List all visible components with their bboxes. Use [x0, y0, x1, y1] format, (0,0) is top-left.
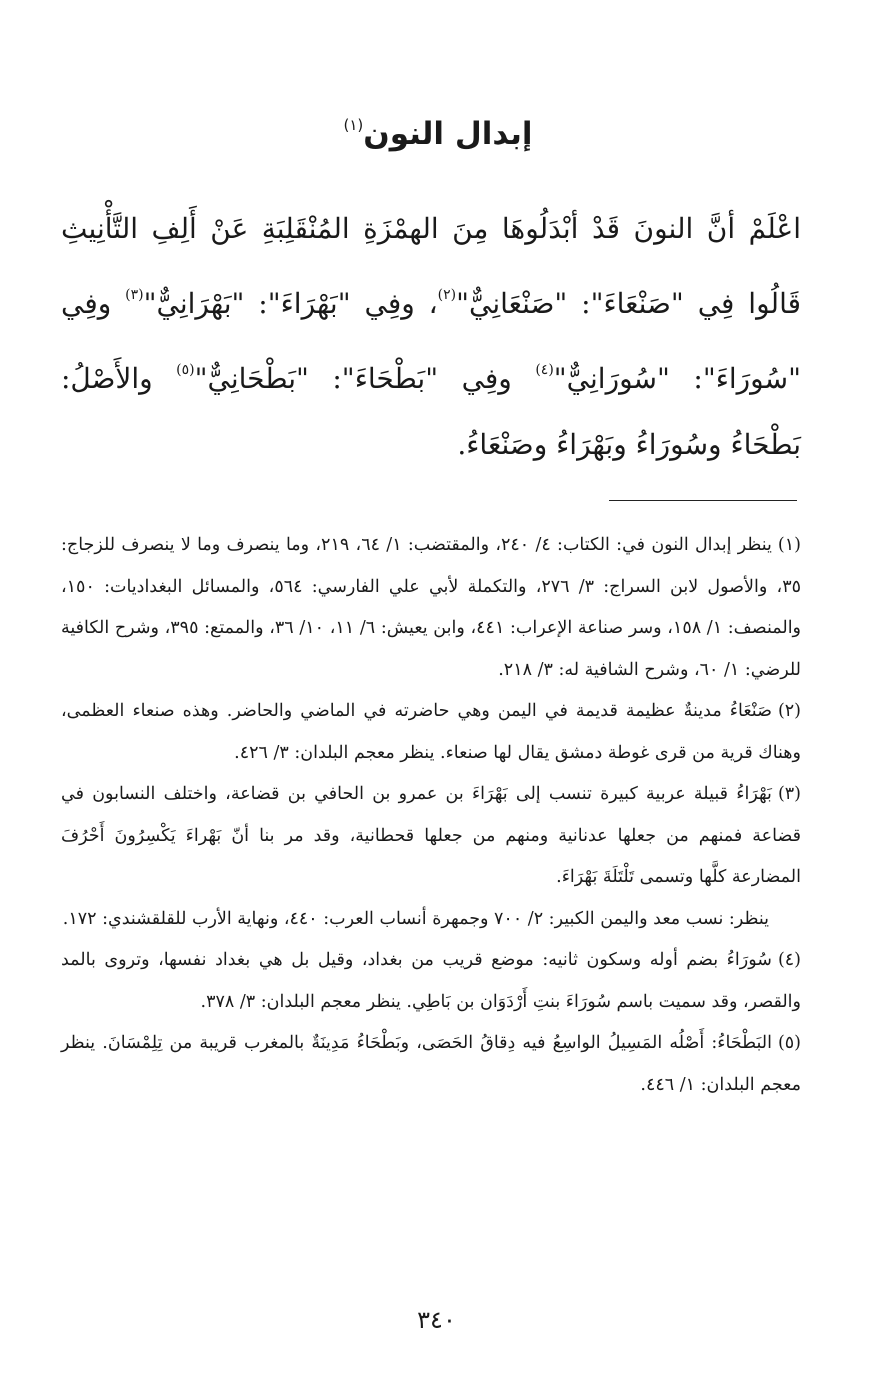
footnote-ref-3: (٣) [125, 287, 144, 303]
footnote-1 [61, 525, 801, 691]
page-number: ٣٤٠ [417, 1306, 456, 1334]
footnote-number: (٤) [777, 950, 801, 970]
footnote-2 [61, 691, 801, 774]
footnote-text: صَنْعَاءُ مدينةٌ عظيمة قديمة في اليمن وهي حاضرته في الماضي والحاضر. وهذه صنعاء العظمى، وهناك قرية من قرى غوطة دمشق يقال لها صنعاء. ينظر معجم البلدان: ٣/ ٤٢٦. [61, 701, 801, 763]
section-title-footnote-ref: (١) [343, 116, 364, 134]
footnote-5 [61, 1023, 801, 1106]
main-text-bahraa: ، وفِي "بَهْرَاءَ": "بَهْرَانِيٌّ" [143, 287, 438, 320]
footnote-ref-5: (٥) [176, 362, 195, 378]
footnote-number: (٥) [777, 1033, 801, 1053]
footnote-number: (٢) [777, 701, 801, 721]
section-title-text: إبدال النون [363, 116, 533, 152]
footnote-4 [61, 940, 801, 1023]
main-paragraph [61, 196, 801, 478]
footnote-number: (١) [777, 535, 801, 555]
footnote-text: سُورَاءُ بضم أوله وسكون ثانيه: موضع قريب من بغداد، وقيل بل هي بغداد نفسها، وتروى بالمد والقصر، وقد سميت باسم سُورَاءَ بنتِ أَرْدَوَان بن بَاطِي. ينظر معجم البلدان: ٣/ ٣٧٨. [61, 950, 801, 1012]
main-text-line-4: وصَنْعَاءُ. [457, 428, 548, 461]
footnotes [61, 525, 801, 1106]
footnote-text: البَطْحَاءُ: أَصْلُه المَسِيلُ الواسِعُ فيه دِقاقُ الحَصَى، وبَطْحَاءُ مَدِينَةٌ بالمغرب قريبة من تِلِمْسَانَ. ينظر معجم البلدان: ١/ ٤٤٦. [61, 1033, 801, 1095]
main-text-surani: "سُورَانِيٌّ" [553, 362, 670, 395]
footnote-3-sources: ينظر: نسب معد واليمن الكبير: ٢/ ٧٠٠ وجمهرة أنساب العرب: ٤٤٠، ونهاية الأرب للقلقشندي: ١٧٢. [62, 908, 769, 929]
footnote-ref-4: (٤) [535, 362, 554, 378]
section-title [0, 100, 873, 159]
footnote-separator [609, 500, 797, 501]
footnote-text: بَهْرَاءُ قبيلة عربية كبيرة تنسب إلى بَهْرَاءَ بن عمرو بن الحافي بن قضاعة، واختلف النسابون في قضاعة فمنهم من جعلها عدنانية ومنهم من جعلها قحطانية، وقد مر بنا أنّ بَهْراءَ يَكْسِرُونَ أَحْرُفَ المضارعة كلَّها وتسمى تَلْتَلَةَ بَهْرَاءَ. [61, 784, 801, 887]
main-text-line-1: اعْلَمْ أنَّ النونَ قَدْ أبْدَلُوهَا مِنَ الهمْزَةِ المُنْقَلِبَةِ عَنْ أَلِفِ التَّأْنِيثِ قَالُوا فِي [61, 212, 801, 320]
main-text-sanaa: "صَنْعَاءَ": "صَنْعَانِيٌّ" [456, 287, 684, 320]
main-text-asl: والأَصْلُ: بَطْحَاءُ وسُورَاءُ وبَهْرَاءُ [61, 362, 801, 461]
footnote-ref-2: (٢) [437, 287, 457, 303]
main-text-batha: وفِي "بَطْحَاءَ": "بَطْحَانِيٌّ" [194, 362, 536, 395]
footnote-number: (٣) [777, 784, 801, 804]
footnote-3 [61, 774, 801, 899]
main-text-suraa: وفِي "سُورَاءَ": [61, 287, 801, 395]
footnote-text: ينظر إبدال النون في: الكتاب: ٤/ ٢٤٠، والمقتضب: ١/ ٦٤، ٢١٩، وما ينصرف وما لا ينصرف للزجاج: ٣٥، والأصول لابن السراج: ٣/ ٢٧٦، والتكملة لأبي علي الفارسي: ٥٦٤، والمسائل البغداديات: ١٥٠، والمنصف: ١/ ١٥٨، وسر صناعة الإعراب: ٤٤١، وابن يعيش: ٦/ ١١، ١٠/ ٣٦، والممتع: ٣٩٥، وشرح الكافية للرضي: ١/ ٦٠، وشرح الشافية له: ٣/ ٢١٨. [61, 535, 802, 680]
